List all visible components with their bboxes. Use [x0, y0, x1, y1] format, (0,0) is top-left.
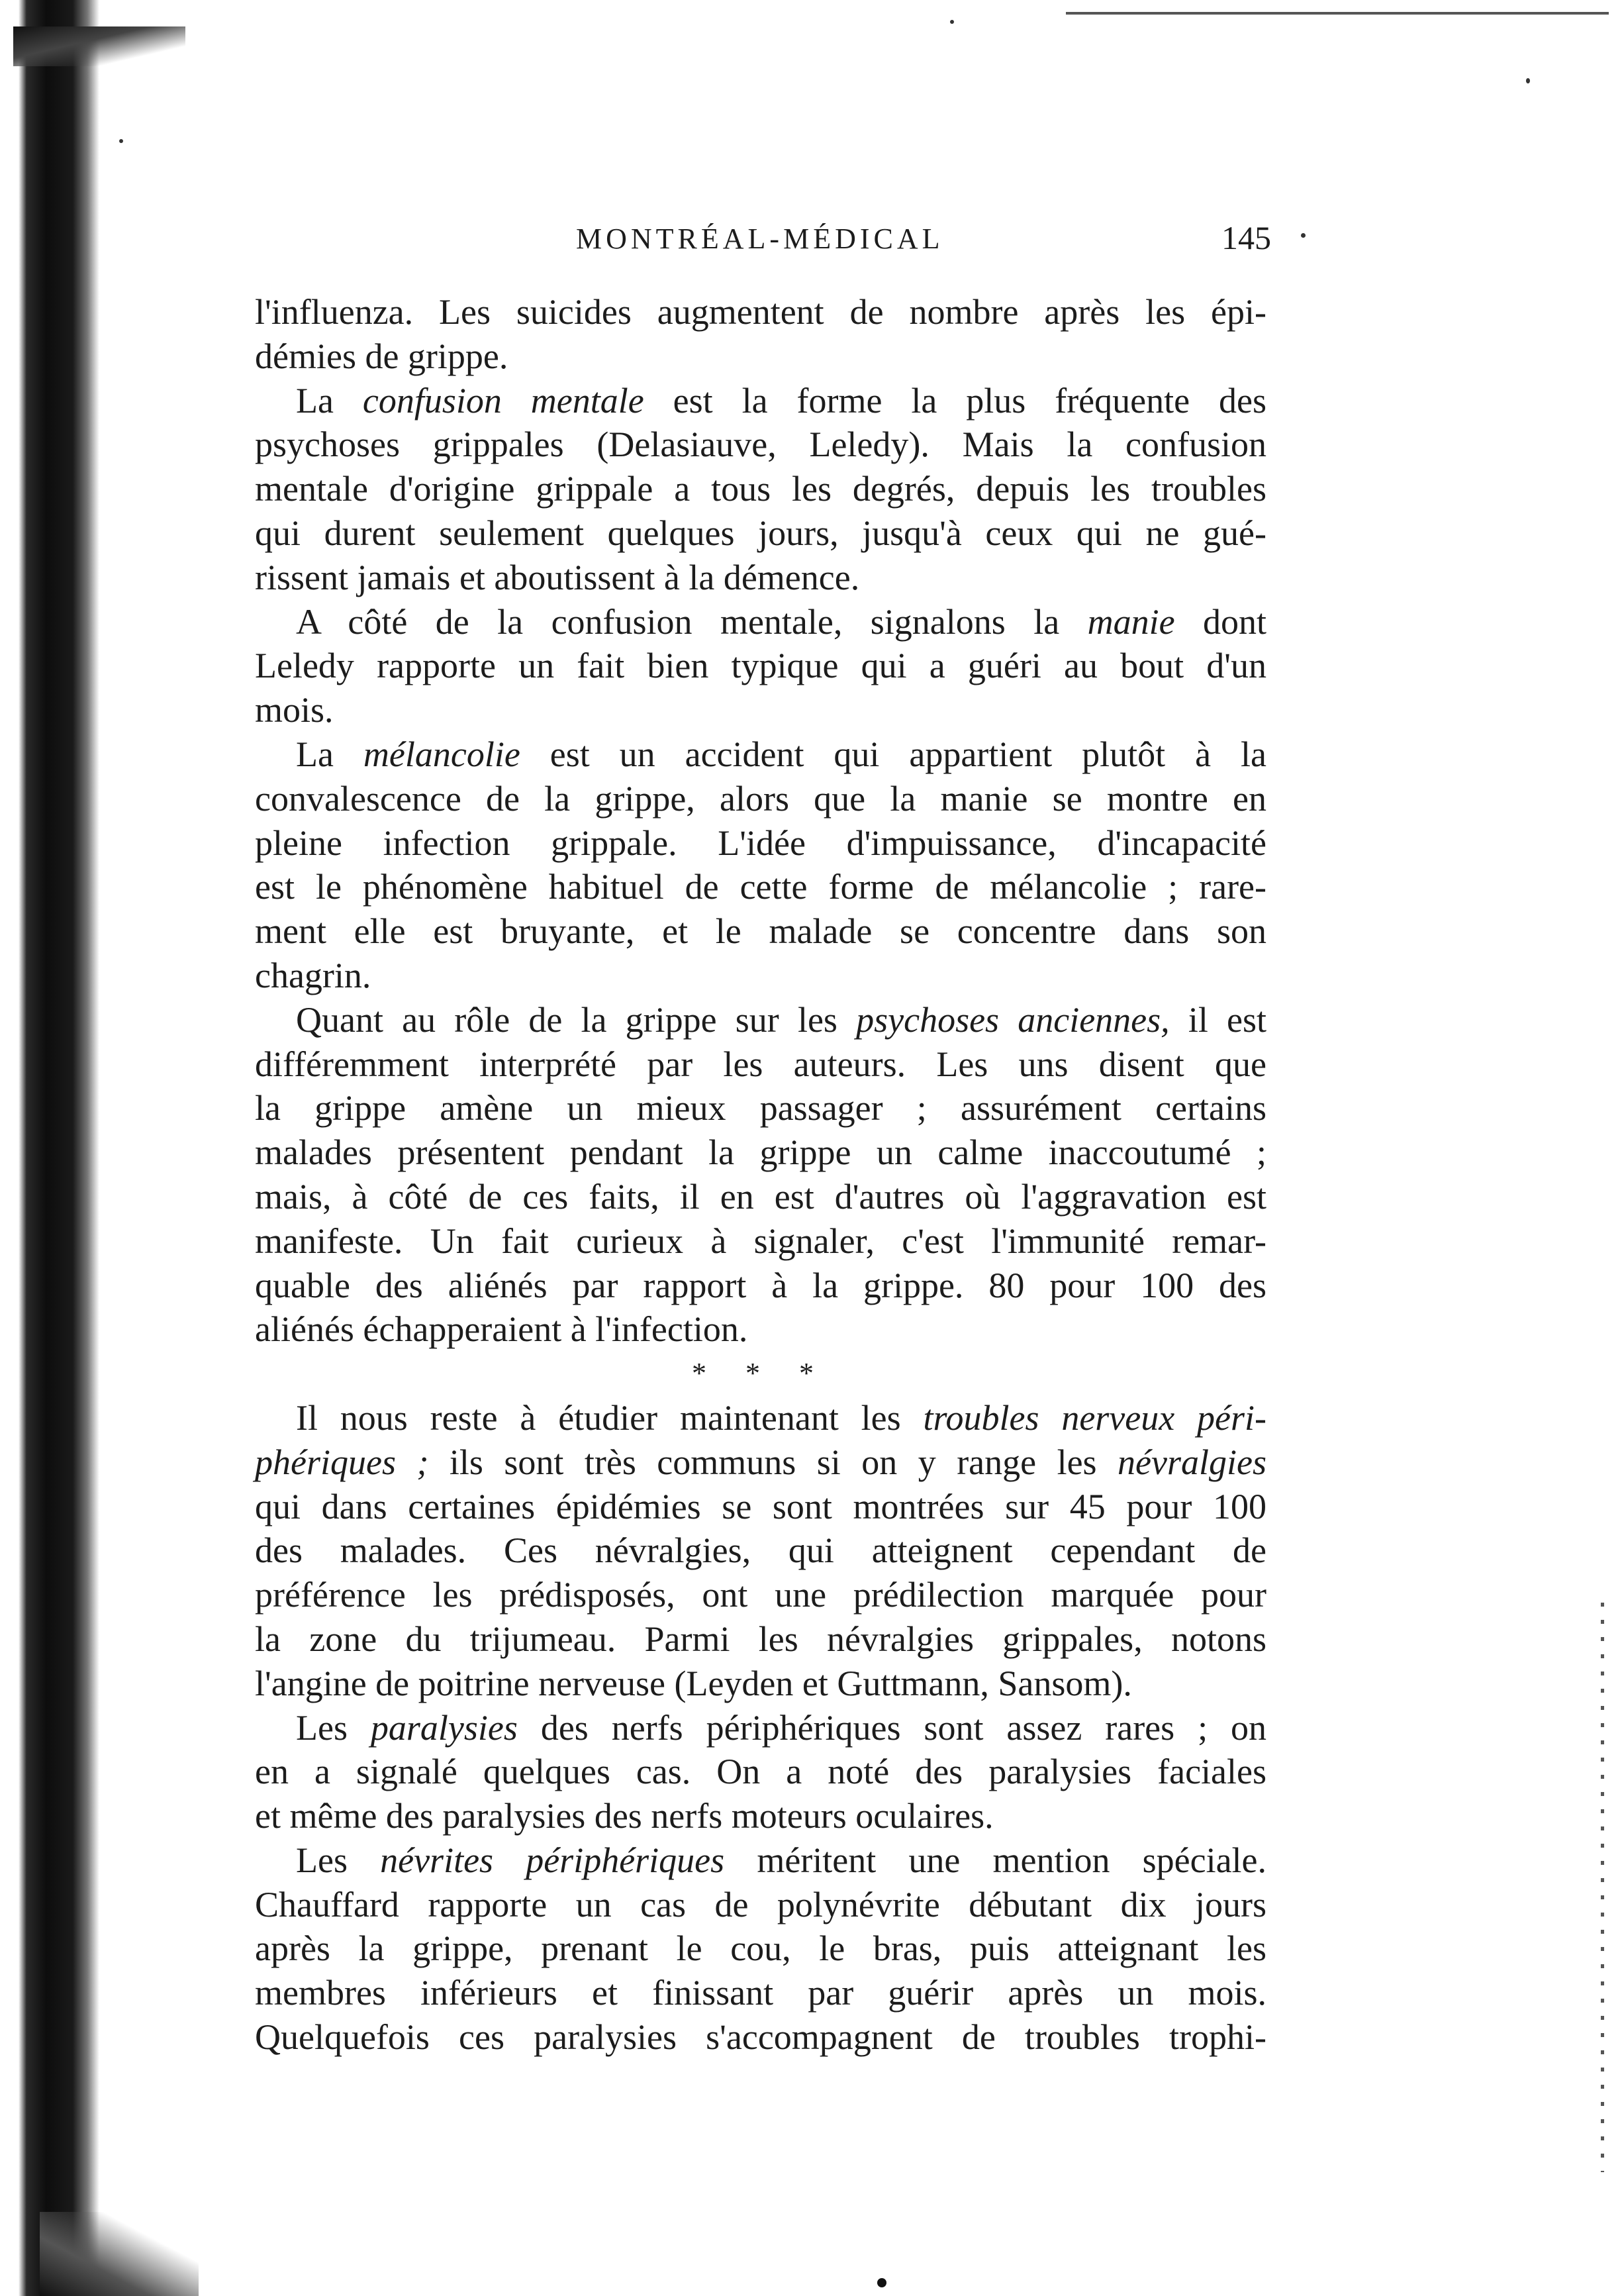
- text-line: membres inférieurs et finissant par guérir après un mois.: [255, 1973, 1266, 2013]
- scan-artifact-bottom: [40, 2212, 199, 2296]
- page-number: 145: [1221, 219, 1271, 256]
- scan-artifact-right: [1601, 1603, 1604, 2172]
- text-line: Les paralysies des nerfs périphériques sont assez rares ; on: [296, 1707, 1267, 1748]
- text-line: en a signalé quelques cas. On a noté des paralysies faciales: [255, 1752, 1266, 1792]
- text-line: Chauffard rapporte un cas de polynévrite débutant dix jours: [255, 1884, 1266, 1924]
- text-line: Il nous reste à étudier maintenant les troubles nerveux péri-: [296, 1397, 1266, 1438]
- text-line: malades présentent pendant la grippe un calme inaccoutumé ;: [255, 1132, 1266, 1173]
- text-line: mentale d'origine grippale a tous les degrés, depuis les troubles: [255, 469, 1266, 509]
- text-line: mois.: [255, 690, 334, 730]
- speck: [1526, 78, 1530, 83]
- text-line: et même des paralysies des nerfs moteurs oculaires.: [255, 1796, 994, 1836]
- speck: [1301, 233, 1306, 238]
- text-line: La confusion mentale est la forme la plus fréquente des: [296, 380, 1266, 421]
- text-line: aliénés échapperaient à l'infection.: [255, 1309, 748, 1350]
- text-line: A côté de la confusion mentale, signalons la manie dont: [296, 601, 1266, 642]
- text-line: mais, à côté de ces faits, il en est d'autres où l'aggravation est: [255, 1176, 1266, 1217]
- text-line: rissent jamais et aboutissent à la démence.: [255, 557, 860, 597]
- top-rule: [1066, 12, 1609, 15]
- text-line: pleine infection grippale. L'idée d'impuissance, d'incapacité: [255, 823, 1266, 863]
- text-line: La mélancolie est un accident qui appartient plutôt à la: [296, 734, 1266, 774]
- text-line: des malades. Ces névralgies, qui atteignent cependant de: [255, 1530, 1266, 1571]
- text-line: manifeste. Un fait curieux à signaler, c'est l'immunité remar-: [255, 1221, 1266, 1261]
- text-line: phériques ; ils sont très communs si on y range les névralgies: [255, 1442, 1266, 1482]
- text-line: qui durent seulement quelques jours, jusqu'à ceux qui ne gué-: [255, 513, 1266, 553]
- text-line: ment elle est bruyante, et le malade se concentre dans son: [255, 911, 1266, 952]
- text-line: l'influenza. Les suicides augmentent de nombre après les épi-: [255, 292, 1266, 332]
- bottom-mark: [877, 2278, 886, 2287]
- text-line: Les névrites périphériques méritent une mention spéciale.: [296, 1840, 1267, 1880]
- text-line: après la grippe, prenant le cou, le bras, puis atteignant les: [255, 1928, 1266, 1969]
- text-line: Leledy rapporte un fait bien typique qui a guéri au bout d'un: [255, 646, 1266, 686]
- text-line: l'angine de poitrine nerveuse (Leyden et Guttmann, Sansom).: [255, 1663, 1132, 1703]
- text-line: démies de grippe.: [255, 336, 508, 376]
- text-line: la grippe amène un mieux passager ; assurément certains: [255, 1088, 1266, 1128]
- binding-edge: [0, 0, 99, 2296]
- text-line: quable des aliénés par rapport à la grippe. 80 pour 100 des: [255, 1265, 1266, 1305]
- section-separator: * * *: [692, 1357, 830, 1390]
- body-text: [255, 290, 1266, 2060]
- speck: [119, 139, 123, 143]
- text-line: Quant au rôle de la grippe sur les psychoses anciennes, il est: [296, 999, 1267, 1040]
- text-line: Quelquefois ces paralysies s'accompagnent de troubles trophi-: [255, 2017, 1266, 2058]
- text-line: convalescence de la grippe, alors que la manie se montre en: [255, 778, 1266, 819]
- scan-artifact-top: [13, 26, 185, 66]
- text-line: différemment interprété par les auteurs. Les uns disent que: [255, 1044, 1266, 1084]
- text-line: la zone du trijumeau. Parmi les névralgies grippales, notons: [255, 1619, 1266, 1659]
- text-line: est le phénomène habituel de cette forme de mélancolie ; rare-: [255, 867, 1266, 907]
- text-line: qui dans certaines épidémies se sont montrées sur 45 pour 100: [255, 1486, 1266, 1526]
- running-header: MONTRÉAL-MÉDICAL: [576, 223, 944, 255]
- speck: [950, 20, 954, 24]
- text-line: psychoses grippales (Delasiauve, Leledy). Mais la confusion: [255, 424, 1266, 465]
- text-line: chagrin.: [255, 955, 371, 995]
- text-line: préférence les prédisposés, ont une prédilection marquée pour: [255, 1575, 1266, 1615]
